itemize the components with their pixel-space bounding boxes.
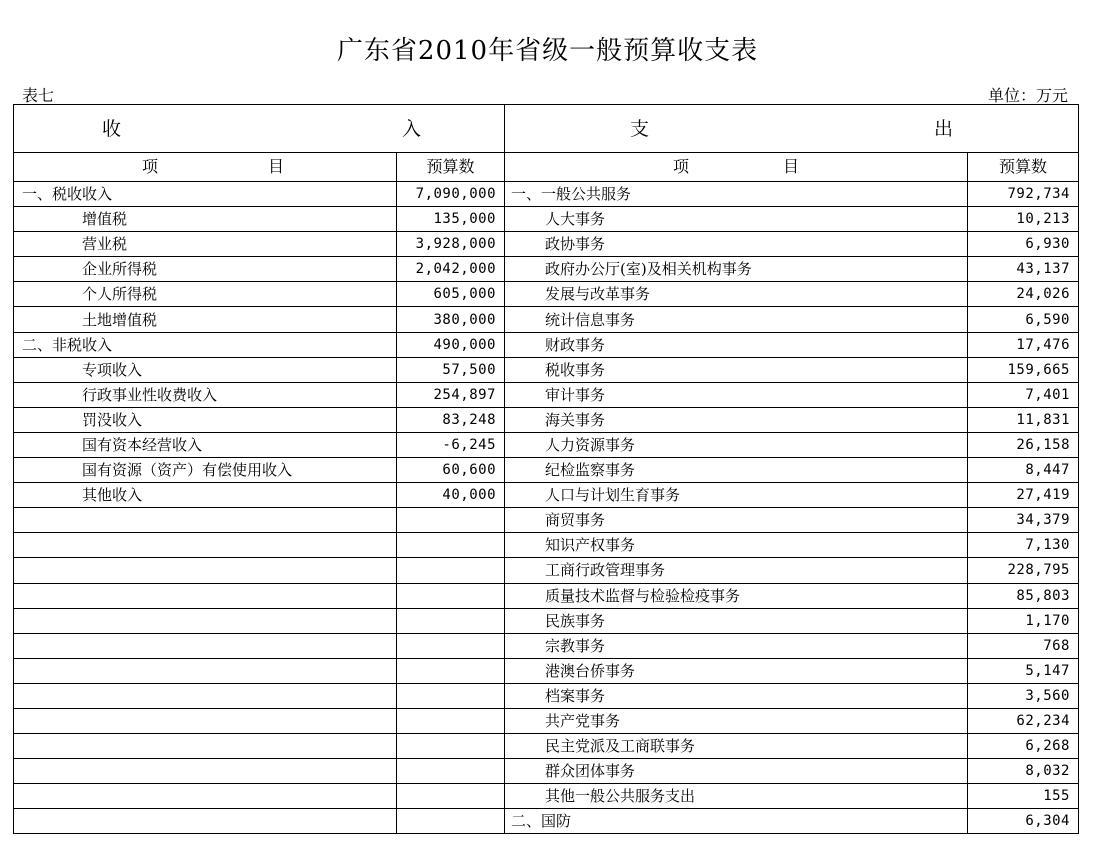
expense-item-cell: 民族事务 — [505, 608, 968, 633]
income-value-cell: 57,500 — [397, 357, 505, 382]
expense-item-cell: 税收事务 — [505, 357, 968, 382]
income-value-cell — [397, 608, 505, 633]
expense-value-cell: 8,032 — [968, 759, 1079, 784]
table-row — [14, 558, 1079, 583]
expense-value-cell: 6,268 — [968, 734, 1079, 759]
expense-value-cell: 3,560 — [968, 683, 1079, 708]
income-item-cell: 专项收入 — [14, 357, 397, 382]
income-item-cell — [14, 734, 397, 759]
expense-item-cell: 政协事务 — [505, 232, 968, 257]
expense-value-cell: 5,147 — [968, 658, 1079, 683]
income-value-cell — [397, 508, 505, 533]
table-row — [14, 357, 1079, 382]
income-header-char-2: 入 — [401, 117, 421, 140]
expense-item-cell: 财政事务 — [505, 332, 968, 357]
income-value-cell — [397, 708, 505, 733]
income-budget-header: 预算数 — [397, 153, 505, 182]
expense-item-cell: 商贸事务 — [505, 508, 968, 533]
income-value-cell: 2,042,000 — [397, 257, 505, 282]
income-item-cell: 土地增值税 — [14, 307, 397, 332]
expense-value-cell: 6,304 — [968, 809, 1079, 834]
income-item-cell: 一、税收收入 — [14, 182, 397, 207]
header-row-columns — [14, 153, 1079, 182]
expense-value-cell: 155 — [968, 784, 1079, 809]
expense-item-cell: 一、一般公共服务 — [505, 182, 968, 207]
table-row — [14, 282, 1079, 307]
income-item-cell — [14, 708, 397, 733]
table-row — [14, 759, 1079, 784]
table-row — [14, 508, 1079, 533]
income-item-cell — [14, 683, 397, 708]
income-item-header — [14, 153, 397, 182]
unit-label: 单位：万元 — [987, 86, 1068, 105]
table-row — [14, 407, 1079, 432]
table-row — [14, 332, 1079, 357]
income-item-cell: 国有资源（资产）有偿使用收入 — [14, 458, 397, 483]
expense-value-cell: 768 — [968, 633, 1079, 658]
expense-item-cell: 质量技术监督与检验检疫事务 — [505, 583, 968, 608]
table-row — [14, 683, 1079, 708]
table-row — [14, 382, 1079, 407]
income-item-cell: 营业税 — [14, 232, 397, 257]
expense-item-cell: 人大事务 — [505, 207, 968, 232]
income-value-cell — [397, 809, 505, 834]
income-value-cell: 605,000 — [397, 282, 505, 307]
income-value-cell: 380,000 — [397, 307, 505, 332]
expense-value-cell: 10,213 — [968, 207, 1079, 232]
expense-item-cell: 政府办公厅(室)及相关机构事务 — [505, 257, 968, 282]
expense-item-cell: 审计事务 — [505, 382, 968, 407]
table-row — [14, 784, 1079, 809]
expense-value-cell: 6,590 — [968, 307, 1079, 332]
income-item-cell — [14, 633, 397, 658]
income-item-cell — [14, 784, 397, 809]
expense-item-cell: 其他一般公共服务支出 — [505, 784, 968, 809]
item-header-char-1: 项 — [673, 157, 690, 176]
income-value-cell — [397, 784, 505, 809]
income-item-cell: 二、非税收入 — [14, 332, 397, 357]
budget-table — [13, 104, 1079, 834]
expense-value-cell: 159,665 — [968, 357, 1079, 382]
income-item-cell — [14, 608, 397, 633]
income-value-cell — [397, 734, 505, 759]
header-row-main — [14, 105, 1079, 153]
item-header-char-1: 项 — [142, 157, 159, 176]
expense-value-cell: 792,734 — [968, 182, 1079, 207]
income-value-cell: 490,000 — [397, 332, 505, 357]
expense-value-cell: 85,803 — [968, 583, 1079, 608]
table-row — [14, 483, 1079, 508]
expense-item-cell: 档案事务 — [505, 683, 968, 708]
expense-item-cell: 人口与计划生育事务 — [505, 483, 968, 508]
income-value-cell — [397, 759, 505, 784]
income-item-cell — [14, 583, 397, 608]
income-item-cell — [14, 759, 397, 784]
table-row — [14, 633, 1079, 658]
income-item-cell — [14, 508, 397, 533]
income-value-cell — [397, 583, 505, 608]
expense-value-cell: 7,401 — [968, 382, 1079, 407]
expense-value-cell: 43,137 — [968, 257, 1079, 282]
table-row — [14, 182, 1079, 207]
expense-item-cell: 人力资源事务 — [505, 432, 968, 457]
income-item-cell: 罚没收入 — [14, 407, 397, 432]
income-value-cell: 83,248 — [397, 407, 505, 432]
income-item-cell — [14, 533, 397, 558]
income-item-cell — [14, 809, 397, 834]
expense-value-cell: 7,130 — [968, 533, 1079, 558]
expense-item-cell: 民主党派及工商联事务 — [505, 734, 968, 759]
income-value-cell: 40,000 — [397, 483, 505, 508]
table-row — [14, 232, 1079, 257]
income-item-cell — [14, 558, 397, 583]
income-header-char-1: 收 — [102, 117, 122, 140]
income-header — [14, 105, 505, 153]
table-number: 表七 — [22, 86, 55, 105]
expense-item-cell: 港澳台侨事务 — [505, 658, 968, 683]
expense-value-cell: 228,795 — [968, 558, 1079, 583]
expense-value-cell: 11,831 — [968, 407, 1079, 432]
expense-item-cell: 统计信息事务 — [505, 307, 968, 332]
expense-value-cell: 26,158 — [968, 432, 1079, 457]
expense-item-cell: 海关事务 — [505, 407, 968, 432]
expense-item-cell: 发展与改革事务 — [505, 282, 968, 307]
expense-item-cell: 二、国防 — [505, 809, 968, 834]
income-item-cell: 企业所得税 — [14, 257, 397, 282]
table-row — [14, 608, 1079, 633]
expense-value-cell: 27,419 — [968, 483, 1079, 508]
income-value-cell: 60,600 — [397, 458, 505, 483]
income-item-cell — [14, 658, 397, 683]
expense-header — [505, 105, 1079, 153]
table-row — [14, 458, 1079, 483]
table-row — [14, 432, 1079, 457]
page-title: 广东省2010年省级一般预算收支表 — [336, 36, 759, 66]
expense-header-char-1: 支 — [630, 117, 650, 140]
expense-value-cell: 62,234 — [968, 708, 1079, 733]
expense-value-cell: 24,026 — [968, 282, 1079, 307]
expense-item-cell: 共产党事务 — [505, 708, 968, 733]
expense-value-cell: 8,447 — [968, 458, 1079, 483]
expense-value-cell: 17,476 — [968, 332, 1079, 357]
income-item-cell: 国有资本经营收入 — [14, 432, 397, 457]
table-row — [14, 809, 1079, 834]
income-value-cell — [397, 533, 505, 558]
income-value-cell — [397, 683, 505, 708]
table-row — [14, 658, 1079, 683]
expense-value-cell: 6,930 — [968, 232, 1079, 257]
income-item-cell: 个人所得税 — [14, 282, 397, 307]
income-value-cell: 3,928,000 — [397, 232, 505, 257]
income-item-cell: 增值税 — [14, 207, 397, 232]
table-row — [14, 207, 1079, 232]
income-value-cell: -6,245 — [397, 432, 505, 457]
table-row — [14, 533, 1079, 558]
expense-value-cell: 1,170 — [968, 608, 1079, 633]
income-item-cell: 其他收入 — [14, 483, 397, 508]
table-row — [14, 257, 1079, 282]
expense-item-cell: 纪检监察事务 — [505, 458, 968, 483]
expense-item-cell: 宗教事务 — [505, 633, 968, 658]
expense-item-cell: 群众团体事务 — [505, 759, 968, 784]
table-row — [14, 734, 1079, 759]
income-value-cell — [397, 633, 505, 658]
income-value-cell: 254,897 — [397, 382, 505, 407]
expense-item-cell: 知识产权事务 — [505, 533, 968, 558]
expense-value-cell: 34,379 — [968, 508, 1079, 533]
income-value-cell — [397, 558, 505, 583]
income-value-cell — [397, 658, 505, 683]
expense-item-header — [505, 153, 968, 182]
item-header-char-2: 目 — [782, 157, 799, 176]
item-header-char-2: 目 — [267, 157, 284, 176]
table-row — [14, 307, 1079, 332]
income-value-cell: 7,090,000 — [397, 182, 505, 207]
income-value-cell: 135,000 — [397, 207, 505, 232]
income-item-cell: 行政事业性收费收入 — [14, 382, 397, 407]
expense-budget-header: 预算数 — [968, 153, 1079, 182]
table-row — [14, 583, 1079, 608]
table-row — [14, 708, 1079, 733]
expense-item-cell: 工商行政管理事务 — [505, 558, 968, 583]
expense-header-char-2: 出 — [933, 117, 953, 140]
